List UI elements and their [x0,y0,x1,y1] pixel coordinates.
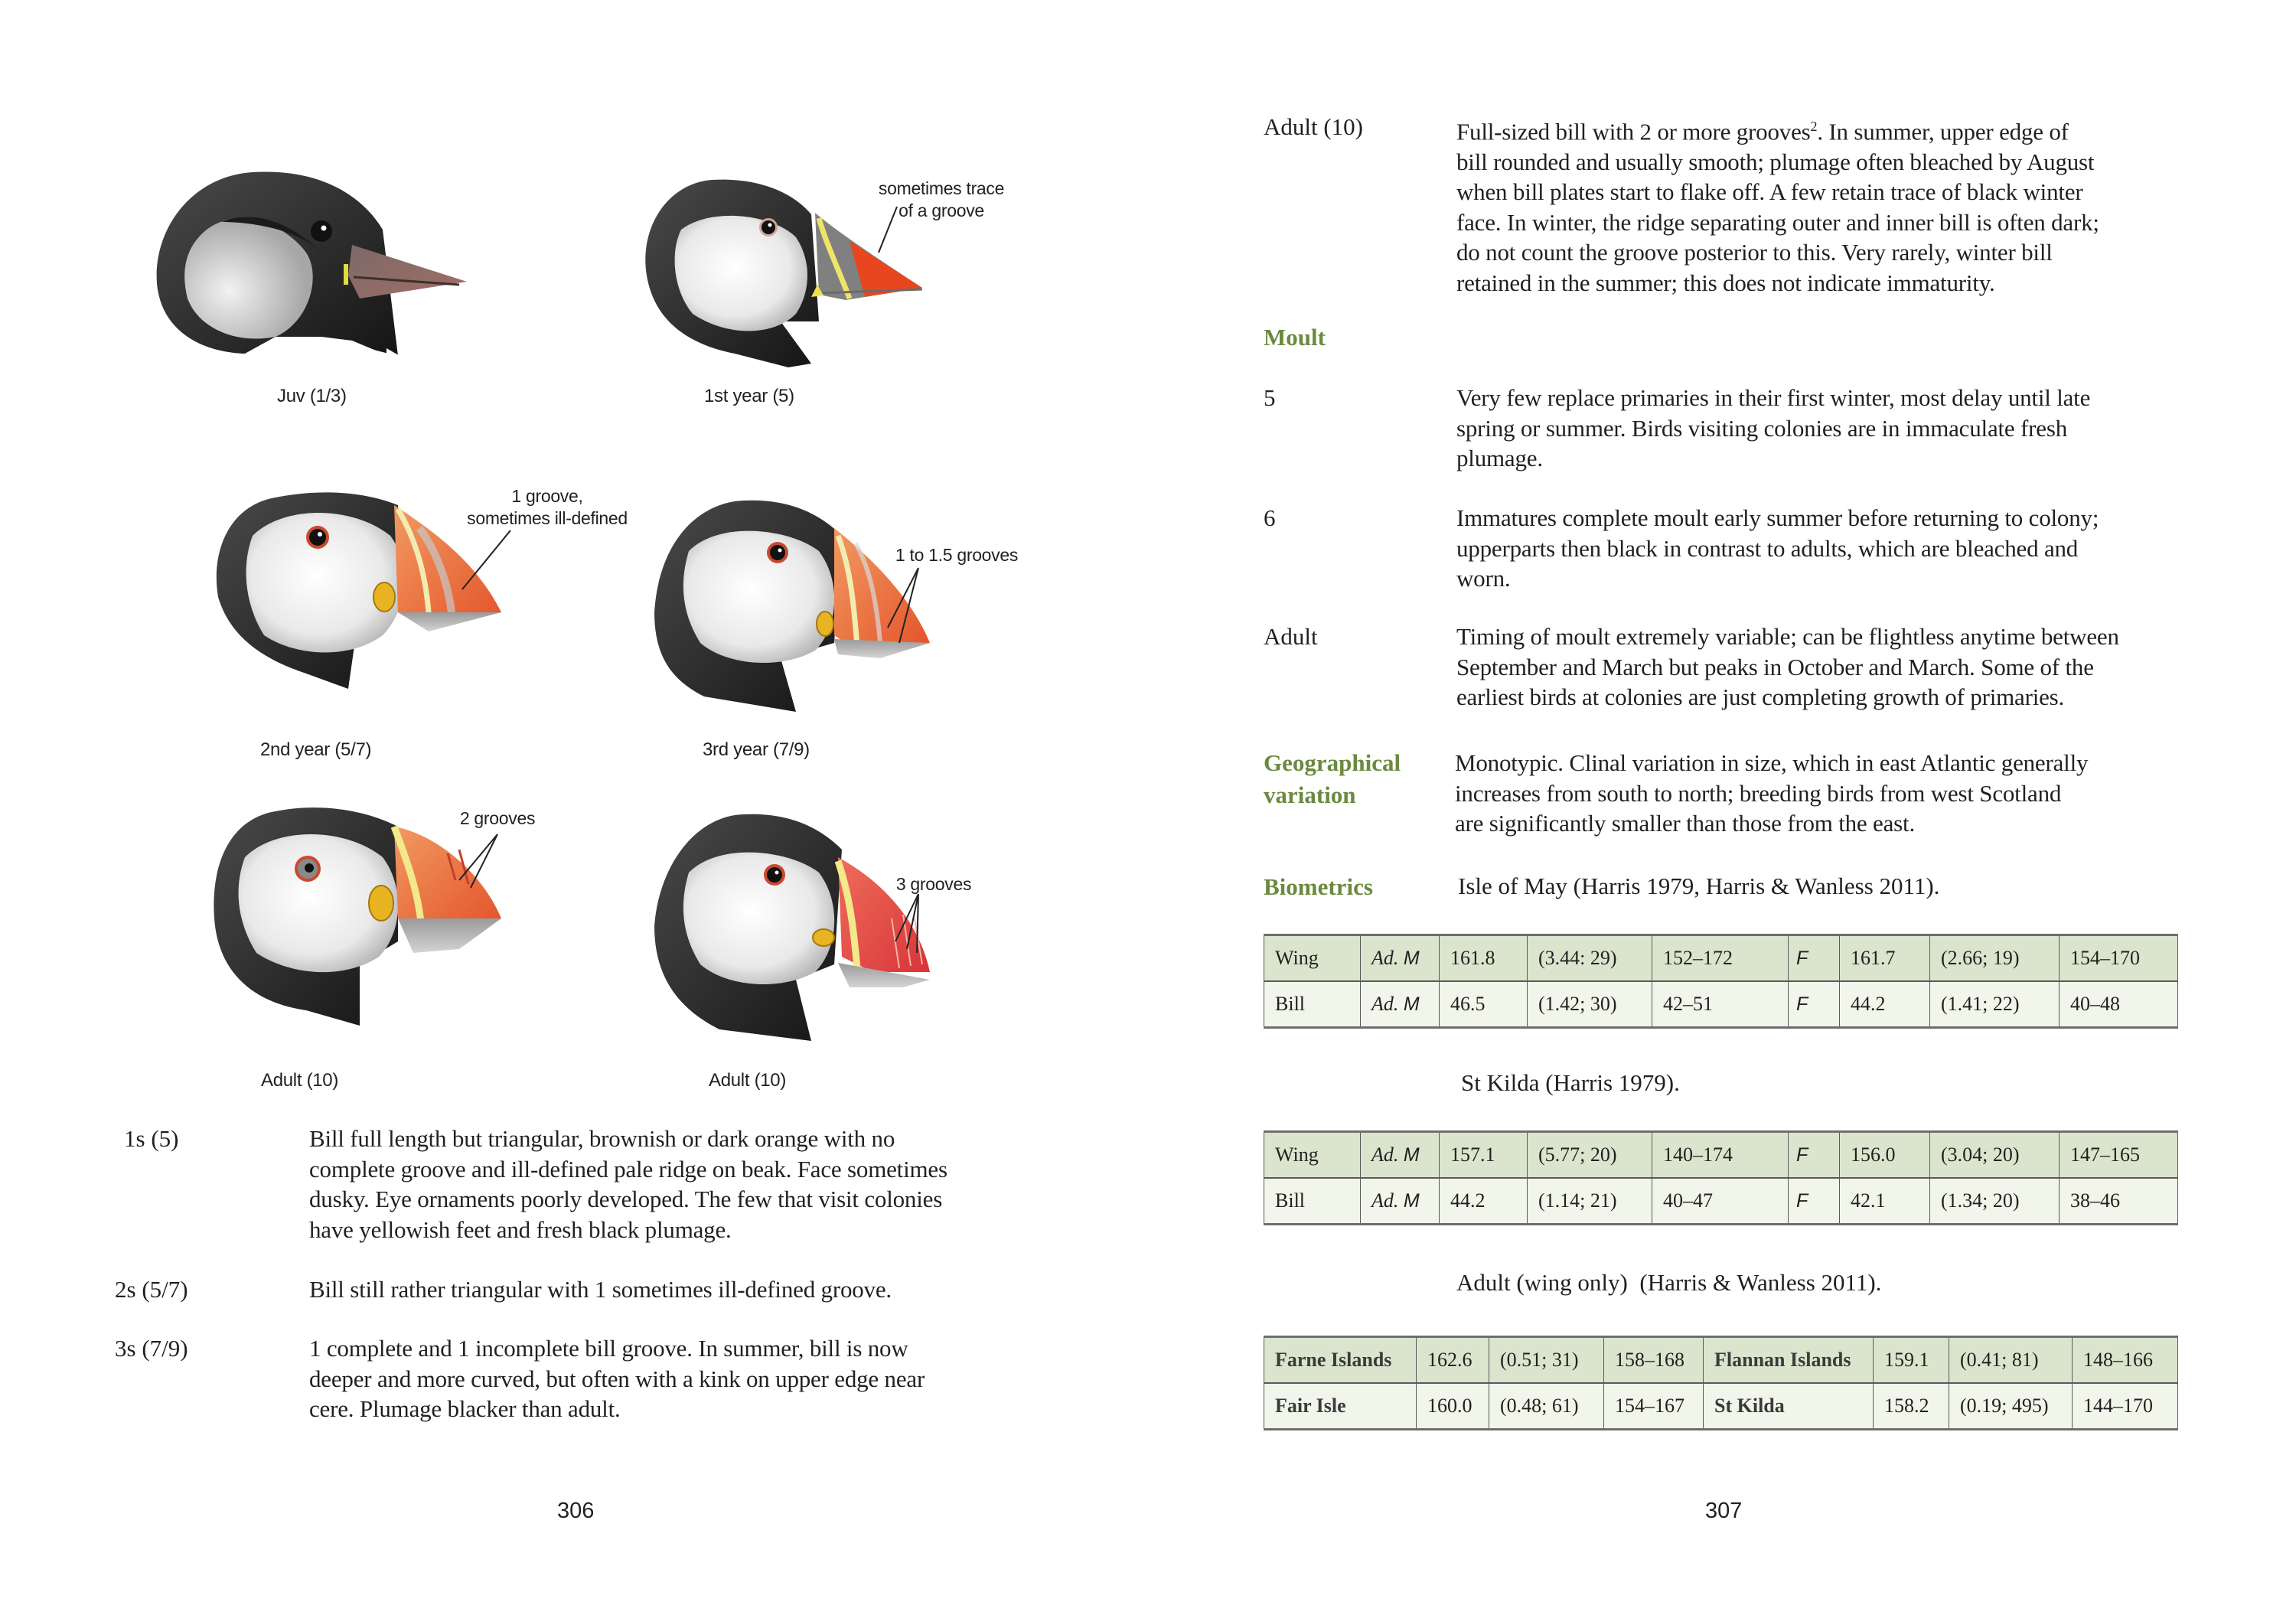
heading-line: variation [1264,781,1356,808]
entry-text-1s [309,1124,947,1244]
sex-text: M [1403,1144,1420,1166]
cell-range: 154–167 [1604,1383,1704,1430]
annotation-line: sometimes trace [878,178,1005,198]
annotation-adult-two-grooves [452,807,543,830]
age-text: Ad. [1371,947,1399,969]
entry-text-2s [309,1274,892,1305]
figure-caption-adult-two-grooves: Adult (10) [261,1070,339,1091]
text-line: plumage. [1456,445,1543,471]
cell-sd-n: (0.41; 81) [1949,1337,2073,1384]
text-line: increases from south to north; breeding birds from west Scotland [1455,779,2062,807]
text-line: earliest birds at colonies are just completing growth of primaries. [1456,683,2065,710]
entry-text-adult [1456,112,2099,298]
section-heading-geographical-variation [1264,747,1401,811]
cell-site: Flannan Islands [1704,1337,1874,1384]
text-line: retained in the summer; this does not indicate immaturity. [1456,269,1995,296]
annotation-line: of a groove [899,201,984,220]
cell-age-sex [1361,1132,1440,1179]
text-line: face. In winter, the ridge separating outer and inner bill is often dark; [1456,208,2099,236]
cell-range: 148–166 [2073,1337,2178,1384]
cell-sd-n: (0.51; 31) [1489,1337,1604,1384]
text-line: when bill plates start to flake off. A few retain trace of black winter [1456,178,2083,206]
annotation-third-year [880,544,1033,566]
figure-caption-third-year: 3rd year (7/9) [703,739,810,760]
heading-line: Geographical [1264,749,1401,776]
section-heading-moult: Moult [1264,324,1326,351]
table-row [1264,1132,2178,1179]
text-line: cere. Plumage blacker than adult. [309,1395,621,1422]
puffin-juvenile-head [157,171,467,364]
cell-sd-n: (5.77; 20) [1528,1132,1652,1179]
cell-measure: Bill [1264,981,1361,1028]
text-line: September and March but peaks in October and March. Some of the [1456,653,2094,680]
cell-sd-n: (1.34; 20) [1930,1178,2060,1225]
text-line: do not count the groove posterior to this. Very rarely, winter bill [1456,239,2053,266]
cell-sex: F [1789,935,1840,982]
cell-sex: F [1789,981,1840,1028]
annotation-line: sometimes ill-defined [467,508,628,528]
entry-label-adult: Adult (10) [1264,113,1364,140]
cell-range: 42–51 [1652,981,1789,1028]
figure-caption-adult-three-grooves: Adult (10) [709,1070,787,1091]
cell-range: 40–48 [2060,981,2178,1028]
text-fragment: . In summer, upper edge of [1817,118,2069,145]
entry-text-3s [309,1333,925,1424]
geographical-variation-text [1455,748,2088,839]
cell-range: 38–46 [2060,1178,2178,1225]
text-line: upperparts then black in contrast to adults, which are bleached and [1456,534,2079,562]
text-line: Timing of moult extremely variable; can be flightless anytime between [1456,623,2119,650]
sex-text: M [1403,948,1420,969]
cell-mean: 161.8 [1440,935,1528,982]
annotation-line: 1 groove, [511,486,583,506]
cell-mean: 159.1 [1874,1337,1949,1384]
moult-label-adult: Adult [1264,623,1318,650]
text-line: are significantly smaller than those from the east. [1455,810,1915,837]
cell-sd-n: (0.48; 61) [1489,1383,1604,1430]
cell-mean: 161.7 [1840,935,1930,982]
annotation-first-year [850,178,1033,222]
figure-caption-second-year: 2nd year (5/7) [260,739,372,760]
cell-mean: 157.1 [1440,1132,1528,1179]
cell-sd-n: (1.41; 22) [1930,981,2060,1028]
text-line: Bill still rather triangular with 1 sometimes ill-defined groove. [309,1276,892,1303]
cell-age-sex [1361,981,1440,1028]
entry-label-3s: 3s (7/9) [115,1335,188,1362]
biometrics-table-st-kilda [1264,1130,2178,1225]
text-line: deeper and more curved, but often with a kink on upper edge near [309,1365,925,1392]
text-line: Monotypic. Clinal variation in size, which in east Atlantic generally [1455,749,2089,776]
sex-text: M [1403,993,1420,1015]
text-line: Very few replace primaries in their first winter, most delay until late [1456,384,2091,411]
cell-sd-n: (2.66; 19) [1930,935,2060,982]
puffin-adult-three-grooves-head [654,814,930,1041]
table-row [1264,1337,2178,1384]
text-line: complete groove and ill-defined pale ridge on beak. Face sometimes [309,1155,947,1183]
text-line: bill rounded and usually smooth; plumage often bleached by August [1456,148,2095,175]
cell-measure: Wing [1264,1132,1361,1179]
text-line: spring or summer. Birds visiting colonies are in immaculate fresh [1456,414,2068,442]
table-row [1264,935,2178,982]
text-line: worn. [1456,565,1511,592]
page-number-left: 306 [557,1499,595,1523]
figure-caption-juvenile: Juv (1/3) [277,386,347,406]
footnote-marker[interactable]: 2 [1810,119,1818,134]
table-caption-st-kilda: St Kilda (Harris 1979). [1461,1069,1680,1096]
table-row [1264,981,2178,1028]
cell-mean: 44.2 [1840,981,1930,1028]
cell-site: St Kilda [1704,1383,1874,1430]
text-line [1456,112,2099,147]
cell-mean: 158.2 [1874,1383,1949,1430]
section-heading-biometrics: Biometrics [1264,873,1373,900]
cell-sex: F [1789,1132,1840,1179]
text-line: dusky. Eye ornaments poorly developed. The few that visit colonies [309,1186,943,1212]
cell-mean: 156.0 [1840,1132,1930,1179]
age-text: Ad. [1371,1189,1399,1212]
sex-text: M [1403,1190,1420,1212]
right-page [1148,0,2296,1618]
cell-range: 154–170 [2060,935,2178,982]
puffin-adult-two-grooves-head [214,807,501,1026]
cell-sd-n: (0.19; 495) [1949,1383,2073,1430]
figure-caption-first-year: 1st year (5) [704,386,794,406]
moult-text-5 [1456,383,2090,474]
cell-mean: 162.6 [1417,1337,1489,1384]
cell-sd-n: (1.14; 21) [1528,1178,1652,1225]
cell-range: 144–170 [2073,1383,2178,1430]
cell-sex: F [1789,1178,1840,1225]
cell-age-sex [1361,1178,1440,1225]
cell-range: 140–174 [1652,1132,1789,1179]
text-line: 1 complete and 1 incomplete bill groove. In summer, bill is now [309,1335,908,1362]
cell-mean: 44.2 [1440,1178,1528,1225]
annotation-line: 2 grooves [459,808,536,828]
cell-age-sex [1361,935,1440,982]
table-caption-isle-of-may: Isle of May (Harris 1979, Harris & Wanless 2011). [1458,873,1940,899]
moult-label-6: 6 [1264,504,1276,531]
moult-text-6 [1456,503,2099,594]
cell-mean: 46.5 [1440,981,1528,1028]
entry-label-2s: 2s (5/7) [115,1276,188,1303]
page-number-right: 307 [1705,1499,1743,1523]
biometrics-table-adult-wing [1264,1336,2178,1430]
cell-range: 152–172 [1652,935,1789,982]
moult-label-5: 5 [1264,384,1276,411]
cell-mean: 160.0 [1417,1383,1489,1430]
age-text: Ad. [1371,1143,1399,1166]
cell-sd-n: (1.42; 30) [1528,981,1652,1028]
annotation-line: 1 to 1.5 grooves [895,545,1019,565]
biometrics-table-isle-of-may [1264,934,2178,1029]
annotation-second-year [444,485,651,530]
cell-mean: 42.1 [1840,1178,1930,1225]
entry-label-1s: 1s (5) [124,1125,179,1152]
text-line: have yellowish feet and fresh black plumage. [309,1215,732,1243]
cell-measure: Bill [1264,1178,1361,1225]
table-row [1264,1178,2178,1225]
age-text: Ad. [1371,993,1399,1015]
moult-text-adult [1456,621,2119,713]
cell-site: Farne Islands [1264,1337,1417,1384]
cell-range: 158–168 [1604,1337,1704,1384]
cell-sd-n: (3.44: 29) [1528,935,1652,982]
annotation-line: 3 grooves [895,874,972,894]
table-caption-adult-wing-only: Adult (wing only) (Harris & Wanless 2011). [1456,1269,1882,1296]
cell-site: Fair Isle [1264,1383,1417,1430]
puffin-third-year-head [654,501,930,712]
text-line: Immatures complete moult early summer before returning to colony; [1456,504,2099,531]
table-row [1264,1383,2178,1430]
text-line: Bill full length but triangular, brownish or dark orange with no [309,1125,895,1152]
cell-range: 40–47 [1652,1178,1789,1225]
annotation-adult-three-grooves [888,873,980,895]
cell-measure: Wing [1264,935,1361,982]
cell-sd-n: (3.04; 20) [1930,1132,2060,1179]
text-fragment: Full-sized bill with 2 or more grooves [1456,118,1811,145]
cell-range: 147–165 [2060,1132,2178,1179]
